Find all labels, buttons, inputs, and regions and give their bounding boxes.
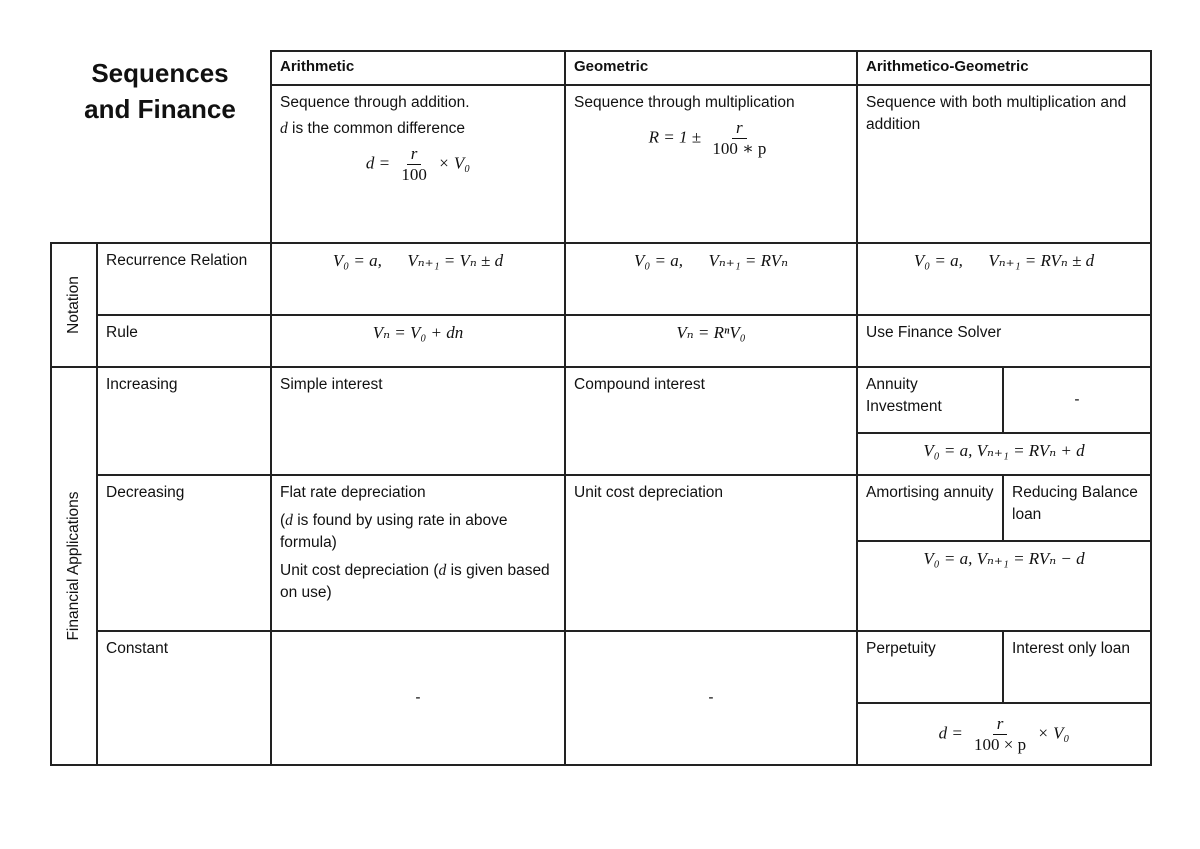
increasing-arith-geo-dash: -	[1003, 367, 1151, 433]
header-geometric: Geometric	[565, 51, 857, 85]
rule-arith-geo: Use Finance Solver	[857, 315, 1151, 367]
title-area	[51, 51, 271, 243]
geometric-desc-text: Sequence through multiplication	[574, 94, 795, 111]
geometric-description	[565, 85, 857, 243]
row-label-decreasing: Decreasing	[97, 475, 271, 631]
unit-cost-d-variable: d	[438, 562, 447, 579]
arith-geo-description: Sequence with both multiplication and addition	[857, 85, 1151, 243]
row-label-recurrence: Recurrence Relation	[97, 243, 271, 315]
perpetuity: Perpetuity	[857, 631, 1003, 703]
perp-formula-lhs: d =	[938, 722, 963, 742]
d-formula-tail: × V₀	[438, 153, 471, 173]
rule-arithmetic: Vₙ = V₀ + dn	[271, 315, 565, 367]
flat-rate-note-open: (	[280, 512, 286, 529]
interest-only-loan: Interest only loan	[1003, 631, 1151, 703]
unit-cost-note-a: Unit cost depreciation (	[280, 562, 439, 579]
reducing-balance-loan: Reducing Balance loan	[1003, 475, 1151, 541]
unit-cost-note-b: is given based on use)	[280, 562, 550, 601]
row-label-increasing: Increasing	[97, 367, 271, 475]
flat-rate-d-variable: d	[285, 512, 293, 529]
row-label-rule: Rule	[97, 315, 271, 367]
amortising-recurrence: V₀ = a, Vₙ₊₁ = RVₙ − d	[857, 541, 1151, 631]
R-formula-fraction	[708, 118, 770, 159]
perpetuity-d-formula	[857, 703, 1151, 765]
rule-geometric: Vₙ = RⁿV₀	[565, 315, 857, 367]
annuity-recurrence: V₀ = a, Vₙ₊₁ = RVₙ + d	[857, 433, 1151, 475]
d-note-text: is the common difference	[287, 120, 465, 137]
geometric-R-formula	[574, 118, 848, 159]
financial-applications-group	[51, 367, 97, 765]
title-line-1: Sequences	[91, 58, 229, 88]
perp-formula-denominator: 100 × p	[974, 734, 1027, 754]
d-variable: d	[280, 120, 288, 137]
arithmetic-d-formula	[280, 144, 556, 185]
arithmetic-d-note	[280, 118, 556, 140]
d-formula-denominator: 100	[401, 165, 427, 184]
increasing-geometric: Compound interest	[565, 367, 857, 475]
flat-rate-note	[280, 510, 556, 554]
header-arithmetic: Arithmetic	[271, 51, 565, 85]
notation-label: Notation	[65, 276, 82, 334]
decreasing-arithmetic	[271, 475, 565, 631]
perp-formula-numerator: r	[993, 714, 1008, 735]
flat-rate-note-text: is found by using rate in above formula)	[280, 512, 508, 551]
header-arith-geo: Arithmetico-Geometric	[857, 51, 1151, 85]
constant-geometric-dash: -	[565, 631, 857, 765]
d-formula-numerator: r	[407, 144, 422, 165]
financial-applications-label: Financial Applications	[65, 491, 82, 641]
perp-formula-tail: × V₀	[1037, 722, 1070, 742]
sequences-table	[50, 50, 1152, 766]
perp-formula-fraction	[970, 714, 1030, 755]
R-formula-lhs: R = 1 ±	[648, 127, 702, 147]
R-formula-denominator: 100 ∗ p	[712, 139, 767, 158]
decreasing-geometric: Unit cost depreciation	[565, 475, 857, 631]
unit-cost-note	[280, 560, 556, 604]
arithmetic-desc-text: Sequence through addition.	[280, 94, 470, 111]
row-label-constant: Constant	[97, 631, 271, 765]
title-line-2: and Finance	[84, 94, 236, 124]
d-formula-lhs: d =	[365, 153, 391, 173]
recurrence-arith-geo: V₀ = a, Vₙ₊₁ = RVₙ ± d	[857, 243, 1151, 315]
recurrence-geometric: V₀ = a, Vₙ₊₁ = RVₙ	[565, 243, 857, 315]
recurrence-arithmetic: V₀ = a, Vₙ₊₁ = Vₙ ± d	[271, 243, 565, 315]
arithmetic-description	[271, 85, 565, 243]
notation-group	[51, 243, 97, 367]
increasing-arithmetic: Simple interest	[271, 367, 565, 475]
d-formula-fraction	[397, 144, 431, 185]
constant-arithmetic-dash: -	[271, 631, 565, 765]
R-formula-numerator: r	[732, 118, 747, 139]
amortising-annuity: Amortising annuity	[857, 475, 1003, 541]
flat-rate-depreciation: Flat rate depreciation	[280, 484, 426, 501]
annuity-investment: Annuity Investment	[857, 367, 1003, 433]
